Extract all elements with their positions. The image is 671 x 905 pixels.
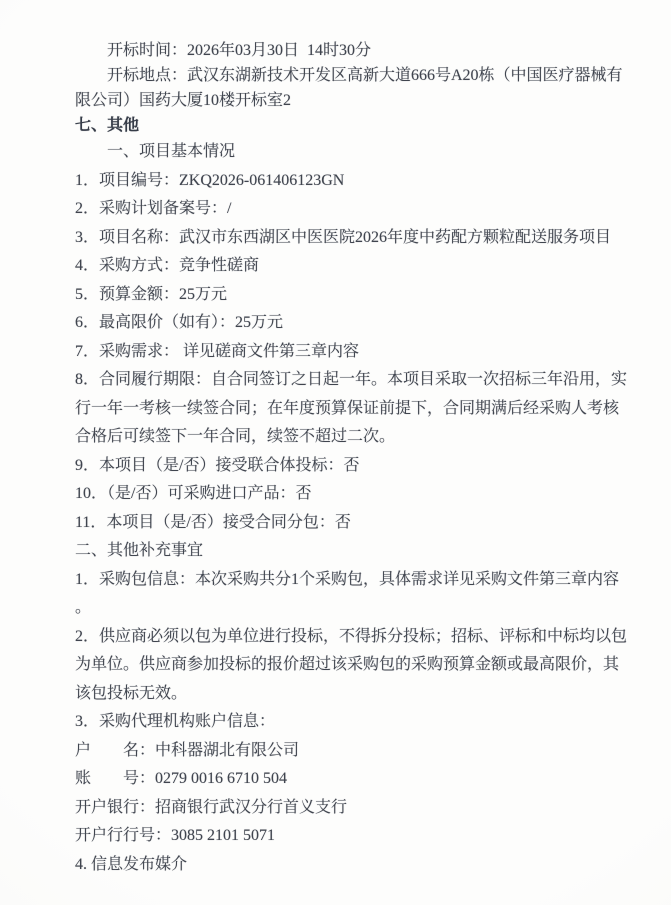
item-unit-bidding-line-1: 2．供应商必须以包为单位进行投标，不得拆分投标；招标、评标和中标均以包 — [75, 627, 628, 645]
bank-name-line: 开户银行：招商银行武汉分行首义支行 — [75, 798, 348, 816]
item-unit-bidding-line-3: 该包投标无效。 — [75, 684, 188, 702]
item-package-info-line-2: 。 — [75, 599, 92, 616]
item-subcontract: 11．本项目（是/否）接受合同分包：否 — [75, 513, 351, 531]
item-info-media-heading: 4. 信息发布媒介 — [75, 855, 188, 873]
subsection-basic-info-heading: 一、项目基本情况 — [107, 143, 236, 160]
item-unit-bidding-line-2: 为单位。供应商参加投标的报价超过该采购包的采购预算金额或最高限价，其 — [75, 656, 620, 673]
item-project-number: 1．项目编号：ZKQ2026-061406123GN — [75, 171, 345, 189]
item-max-price-limit: 6．最高限价（如有）：25万元 — [75, 314, 284, 331]
subsection-supplementary-heading: 二、其他补充事宜 — [75, 542, 204, 559]
item-project-name: 3．项目名称：武汉市东西湖区中医医院2026年度中药配方颗粒配送服务项目 — [75, 228, 612, 246]
section-other-heading: 七、其他 — [75, 117, 140, 134]
bid-opening-location-line-2: 限公司）国药大厦10楼开标室2 — [75, 92, 292, 109]
item-contract-term-line-3: 合格后可续签下一年合同，续签不超过二次。 — [75, 428, 396, 445]
item-contract-term-line-2: 行一年一考核一续签合同；在年度预算保证前提下，合同期满后经采购人考核 — [75, 399, 620, 417]
bid-opening-time-line: 开标时间：2026年03月30日 14时30分 — [107, 42, 372, 59]
item-consortium-bid: 9．本项目（是/否）接受联合体投标：否 — [75, 456, 360, 474]
item-procurement-method: 4．采购方式：竞争性磋商 — [75, 257, 260, 274]
account-number-line: 账 号：0279 0016 6710 504 — [75, 770, 288, 787]
item-plan-record-number: 2．采购计划备案号：/ — [75, 200, 232, 217]
item-agency-account-heading: 3．采购代理机构账户信息： — [75, 713, 276, 730]
bank-branch-code-line: 开户行行号：3085 2101 5071 — [75, 827, 276, 844]
item-procurement-requirements: 7．采购需求： 详见磋商文件第三章内容 — [75, 342, 360, 360]
item-budget-amount: 5．预算金额：25万元 — [75, 285, 228, 303]
item-package-info-line-1: 1．采购包信息：本次采购共分1个采购包，具体需求详见采购文件第三章内容 — [75, 570, 620, 588]
item-import-products: 10．（是/否）可采购进口产品：否 — [75, 485, 312, 502]
account-holder-name-line: 户 名：中科器湖北有限公司 — [75, 741, 300, 759]
bid-opening-location-line-1: 开标地点：武汉东湖新技术开发区高新大道666号A20栋（中国医疗器械有 — [107, 67, 623, 84]
item-contract-term-line-1: 8．合同履行期限：自合同签订之日起一年。本项目采取一次招标三年沿用，实 — [75, 371, 628, 388]
